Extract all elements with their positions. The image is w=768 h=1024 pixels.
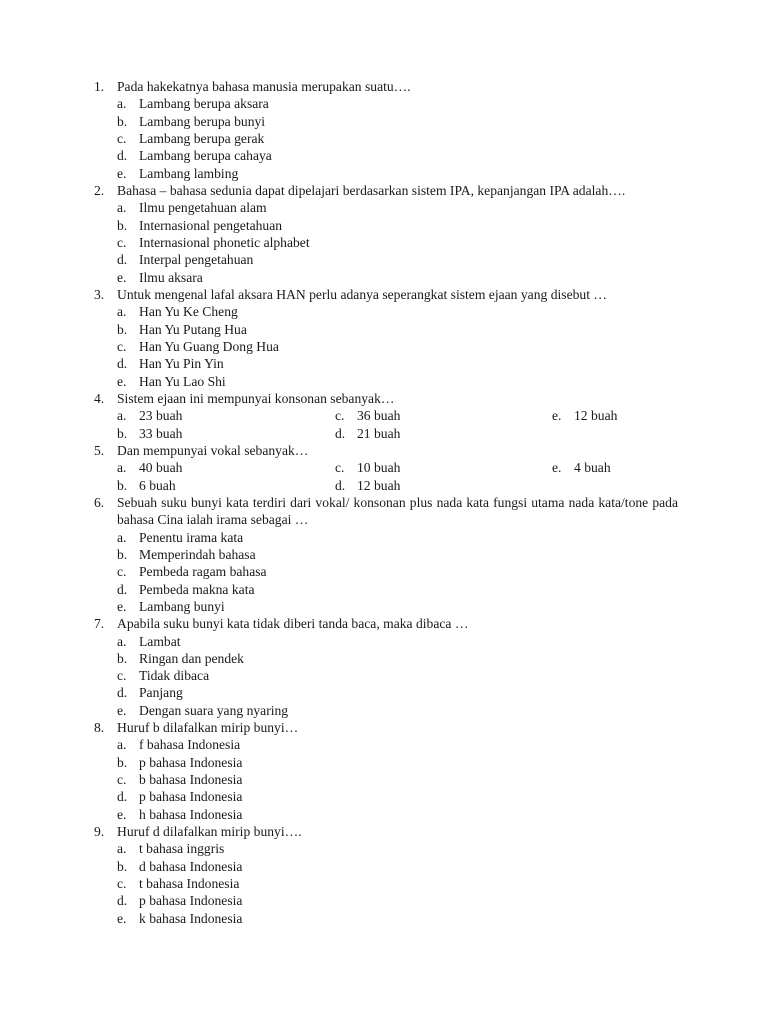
option-c <box>117 563 678 580</box>
option-text: p bahasa Indonesia <box>139 789 243 805</box>
option-e <box>552 407 678 424</box>
option-b <box>117 477 335 494</box>
option-text: k bahasa Indonesia <box>139 910 243 926</box>
option-text: Internasional phonetic alphabet <box>139 234 310 250</box>
option-d <box>117 684 678 701</box>
option-c <box>117 130 678 147</box>
question-list <box>94 78 678 927</box>
option-letter: d. <box>335 425 346 441</box>
option-b <box>117 113 678 130</box>
option-text: b bahasa Indonesia <box>139 772 243 788</box>
option-letter: d. <box>117 148 128 164</box>
option-a <box>117 736 678 753</box>
question-stem <box>94 390 678 407</box>
question-number: 6. <box>94 494 105 510</box>
option-d <box>117 581 678 598</box>
option-c <box>335 407 552 424</box>
question-4 <box>94 390 678 442</box>
option-text: Han Yu Ke Cheng <box>139 304 238 320</box>
options <box>117 459 678 494</box>
option-c <box>117 667 678 684</box>
option-text: Panjang <box>139 685 183 701</box>
option-e <box>117 269 678 286</box>
option-text: p bahasa Indonesia <box>139 754 243 770</box>
option-letter: e. <box>117 806 127 822</box>
option-letter: e. <box>117 910 127 926</box>
option-letter: a. <box>117 633 127 649</box>
option-e <box>117 702 678 719</box>
option-c <box>117 234 678 251</box>
option-text: Lambat <box>139 633 181 649</box>
question-number: 9. <box>94 824 105 840</box>
option-d <box>117 355 678 372</box>
option-letter: a. <box>117 96 127 112</box>
question-text: Huruf d dilafalkan mirip bunyi…. <box>117 824 302 840</box>
question-text: Sebuah suku bunyi kata terdiri dari vokal/ konsonan plus nada kata fungsi utama nada kata/tone pada bahasa Cina ialah irama sebagai … <box>117 494 678 528</box>
option-letter: c. <box>117 130 127 146</box>
option-text: Lambang berupa aksara <box>139 96 269 112</box>
question-number: 1. <box>94 79 105 94</box>
option-letter: d. <box>117 252 128 268</box>
question-1 <box>94 78 678 182</box>
question-7 <box>94 615 678 719</box>
option-letter: c. <box>335 460 345 476</box>
option-e <box>117 910 678 927</box>
option-letter: d. <box>117 789 128 805</box>
question-stem <box>94 719 678 736</box>
option-letter: b. <box>117 321 128 337</box>
option-b <box>117 858 678 875</box>
option-a <box>117 840 678 857</box>
question-stem <box>94 823 678 840</box>
options <box>117 407 678 442</box>
option-b <box>117 321 678 338</box>
option-text: 12 buah <box>574 408 618 424</box>
option-letter: c. <box>117 876 127 892</box>
option-e <box>552 459 678 476</box>
options <box>117 529 678 616</box>
option-d <box>117 147 678 164</box>
option-d <box>335 425 552 442</box>
option-text: 36 buah <box>357 408 401 424</box>
option-text: t bahasa inggris <box>139 841 225 857</box>
option-text: 6 buah <box>139 477 176 493</box>
option-b <box>117 754 678 771</box>
option-text: Han Yu Pin Yin <box>139 356 224 372</box>
question-stem <box>94 286 678 303</box>
option-letter: b. <box>117 546 128 562</box>
question-text: Sistem ejaan ini mempunyai konsonan sebanyak… <box>117 390 395 406</box>
question-8 <box>94 719 678 823</box>
question-5 <box>94 442 678 494</box>
option-d <box>117 788 678 805</box>
question-number: 4. <box>94 390 105 406</box>
option-a <box>117 199 678 216</box>
option-text: Lambang berupa gerak <box>139 130 265 146</box>
option-letter: a. <box>117 200 127 216</box>
option-b <box>117 546 678 563</box>
question-text: Untuk mengenal lafal aksara HAN perlu adanya seperangkat sistem ejaan yang disebut … <box>117 286 607 302</box>
option-letter: c. <box>117 564 127 580</box>
question-stem <box>94 442 678 459</box>
question-2 <box>94 182 678 286</box>
option-letter: b. <box>117 477 128 493</box>
options <box>117 840 678 927</box>
option-text: 12 buah <box>357 477 401 493</box>
question-stem <box>94 615 678 632</box>
option-letter: a. <box>117 460 127 476</box>
option-text: Han Yu Lao Shi <box>139 373 226 389</box>
question-text: Apabila suku bunyi kata tidak diberi tanda baca, maka dibaca … <box>117 616 469 632</box>
option-c <box>117 875 678 892</box>
option-letter: a. <box>117 737 127 753</box>
option-d <box>117 251 678 268</box>
option-text: Lambang lambing <box>139 165 239 181</box>
option-a <box>117 303 678 320</box>
option-b <box>117 650 678 667</box>
question-number: 5. <box>94 442 105 458</box>
options <box>117 303 678 390</box>
option-text: Lambang bunyi <box>139 598 225 614</box>
option-letter: c. <box>117 772 127 788</box>
option-letter: e. <box>552 408 562 424</box>
option-text: Dengan suara yang nyaring <box>139 702 289 718</box>
option-letter: e. <box>117 702 127 718</box>
option-b <box>117 425 335 442</box>
option-letter: c. <box>117 668 127 684</box>
question-stem <box>94 78 678 95</box>
option-text: 4 buah <box>574 460 611 476</box>
question-6 <box>94 494 678 615</box>
option-text: 33 buah <box>139 425 183 441</box>
option-letter: d. <box>117 893 128 909</box>
option-letter: a. <box>117 841 127 857</box>
option-letter: c. <box>117 338 127 354</box>
option-d <box>335 477 552 494</box>
option-letter: a. <box>117 408 127 424</box>
options <box>117 95 678 182</box>
option-letter: b. <box>117 754 128 770</box>
option-letter: d. <box>117 581 128 597</box>
option-letter: c. <box>335 408 345 424</box>
option-letter: b. <box>117 650 128 666</box>
option-letter: e. <box>117 269 127 285</box>
option-letter: b. <box>117 425 128 441</box>
question-text: Bahasa – bahasa sedunia dapat dipelajari berdasarkan sistem IPA, kepanjangan IPA adalah…. <box>117 182 626 198</box>
option-a <box>117 459 335 476</box>
option-letter: d. <box>117 685 128 701</box>
question-stem <box>94 182 678 199</box>
option-letter: e. <box>117 165 127 181</box>
question-text: Pada hakekatnya bahasa manusia merupakan suatu…. <box>117 79 411 94</box>
option-e <box>117 165 678 182</box>
option-text: t bahasa Indonesia <box>139 876 240 892</box>
question-text: Dan mempunyai vokal sebanyak… <box>117 442 309 458</box>
option-text: Lambang berupa cahaya <box>139 148 272 164</box>
option-text: Ilmu pengetahuan alam <box>139 200 267 216</box>
option-text: Lambang berupa bunyi <box>139 113 266 129</box>
option-letter: a. <box>117 304 127 320</box>
question-number: 3. <box>94 286 105 302</box>
option-letter: e. <box>552 460 562 476</box>
option-text: 21 buah <box>357 425 401 441</box>
options <box>117 736 678 823</box>
option-c <box>335 459 552 476</box>
option-text: f bahasa Indonesia <box>139 737 241 753</box>
option-text: Internasional pengetahuan <box>139 217 283 233</box>
question-3 <box>94 286 678 390</box>
option-c <box>117 338 678 355</box>
option-text: Han Yu Guang Dong Hua <box>139 338 279 354</box>
option-letter: d. <box>335 477 346 493</box>
option-text: Ringan dan pendek <box>139 650 244 666</box>
question-number: 7. <box>94 616 105 632</box>
option-text: 23 buah <box>139 408 183 424</box>
option-letter: d. <box>117 356 128 372</box>
options <box>117 199 678 286</box>
option-letter: b. <box>117 858 128 874</box>
option-text: Penentu irama kata <box>139 529 244 545</box>
option-text: Han Yu Putang Hua <box>139 321 247 337</box>
option-text: 10 buah <box>357 460 401 476</box>
option-a <box>117 633 678 650</box>
option-a <box>117 95 678 112</box>
question-number: 2. <box>94 182 105 198</box>
option-d <box>117 892 678 909</box>
question-9 <box>94 823 678 927</box>
question-text: Huruf b dilafalkan mirip bunyi… <box>117 720 299 736</box>
option-text: p bahasa Indonesia <box>139 893 243 909</box>
option-text: Ilmu aksara <box>139 269 203 285</box>
option-letter: b. <box>117 113 128 129</box>
options <box>117 633 678 720</box>
option-e <box>117 598 678 615</box>
option-letter: e. <box>117 598 127 614</box>
option-e <box>117 373 678 390</box>
option-text: 40 buah <box>139 460 183 476</box>
option-e <box>117 806 678 823</box>
option-text: Memperindah bahasa <box>139 546 256 562</box>
option-text: Tidak dibaca <box>139 668 210 684</box>
option-letter: e. <box>117 373 127 389</box>
option-letter: c. <box>117 234 127 250</box>
option-c <box>117 771 678 788</box>
option-letter: a. <box>117 529 127 545</box>
option-text: Interpal pengetahuan <box>139 252 254 268</box>
option-text: Pembeda makna kata <box>139 581 255 597</box>
option-a <box>117 529 678 546</box>
option-a <box>117 407 335 424</box>
option-text: Pembeda ragam bahasa <box>139 564 267 580</box>
option-text: d bahasa Indonesia <box>139 858 243 874</box>
option-b <box>117 217 678 234</box>
option-text: h bahasa Indonesia <box>139 806 243 822</box>
question-stem <box>94 494 678 529</box>
option-letter: b. <box>117 217 128 233</box>
question-number: 8. <box>94 720 105 736</box>
